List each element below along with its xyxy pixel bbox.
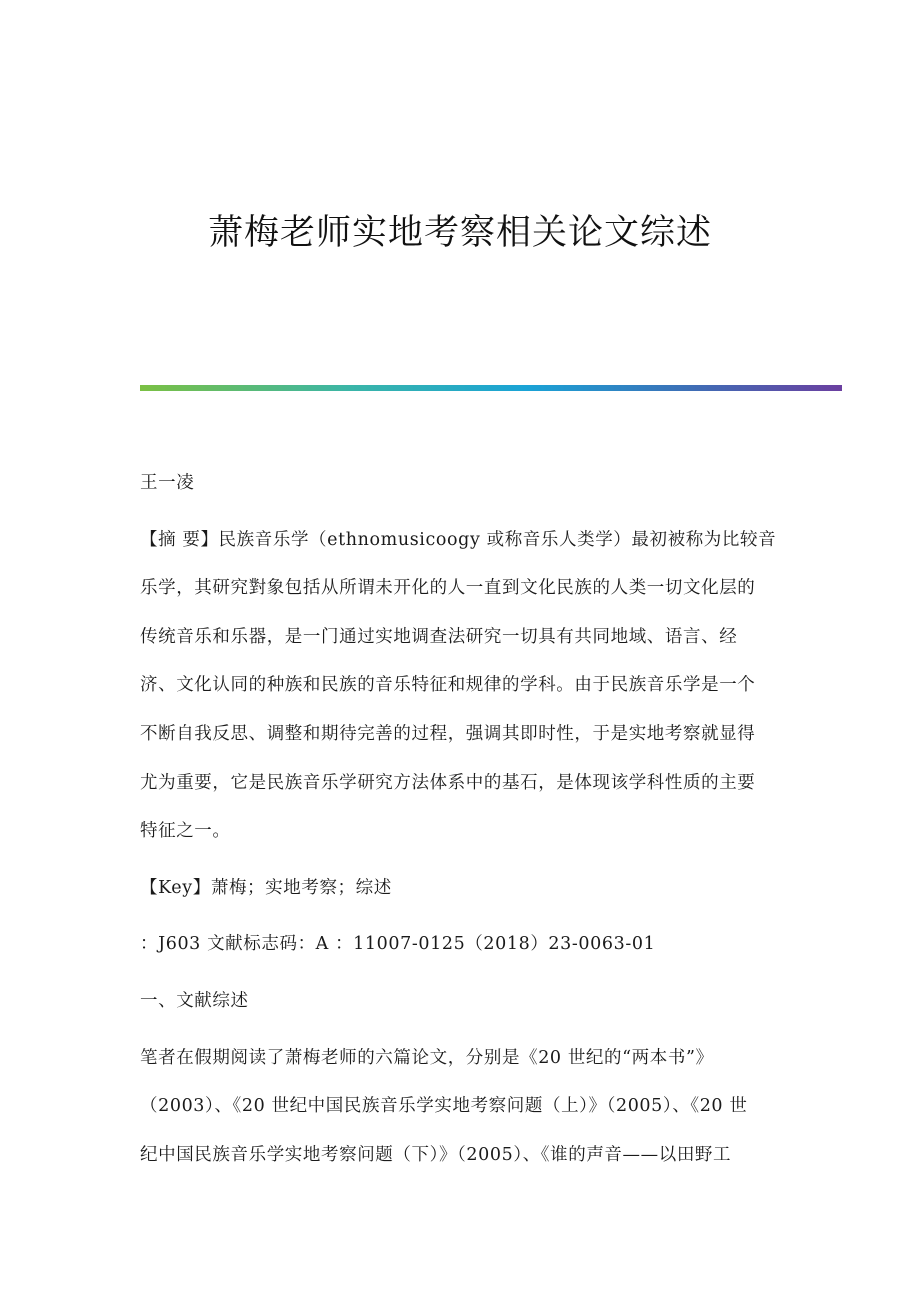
abstract-line: 【摘 要】民族音乐学（ethnomusicoogy 或称音乐人类学）最初被称为比较音 <box>140 529 777 550</box>
abstract-line: 不断自我反思、调整和期待完善的过程，强调其即时性，于是实地考察就显得 <box>140 723 756 744</box>
document-body <box>140 465 780 1185</box>
abstract-line: 特征之一。 <box>140 821 231 842</box>
body-line: 纪中国民族音乐学实地考察问题（下）》（2005）、《谁的声音——以田野工 <box>140 1144 732 1165</box>
abstract-line: 传统音乐和乐器，是一门通过实地调查法研究一切具有共同地域、语言、经 <box>140 626 738 647</box>
abstract-line: 济、文化认同的种族和民族的音乐特征和规律的学科。由于民族音乐学是一个 <box>140 675 756 696</box>
keywords-line: 【Key】萧梅；实地考察；综述 <box>140 877 392 898</box>
document-title: 萧梅老师实地考察相关论文综述 <box>207 213 712 253</box>
abstract-line: 尤为重要，它是民族音乐学研究方法体系中的基石，是体现该学科性质的主要 <box>140 772 756 793</box>
abstract-line: 乐学，其研究對象包括从所谓未开化的人一直到文化民族的人类一切文化层的 <box>140 578 756 599</box>
body-line: （2003）、《20 世纪中国民族音乐学实地考察问题（上）》（2005）、《20 世 <box>140 1096 748 1117</box>
body-line: 笔者在假期阅读了萧梅老师的六篇论文，分别是《20 世纪的“两本书”》 <box>140 1047 714 1068</box>
title-divider-rule <box>140 385 842 391</box>
classification-line: ：J603 文献标志码：A ：11007-0125（2018）23-0063-01 <box>140 934 656 955</box>
section-heading: 一、文献综述 <box>140 990 249 1011</box>
author-name: 王一凌 <box>140 473 195 493</box>
